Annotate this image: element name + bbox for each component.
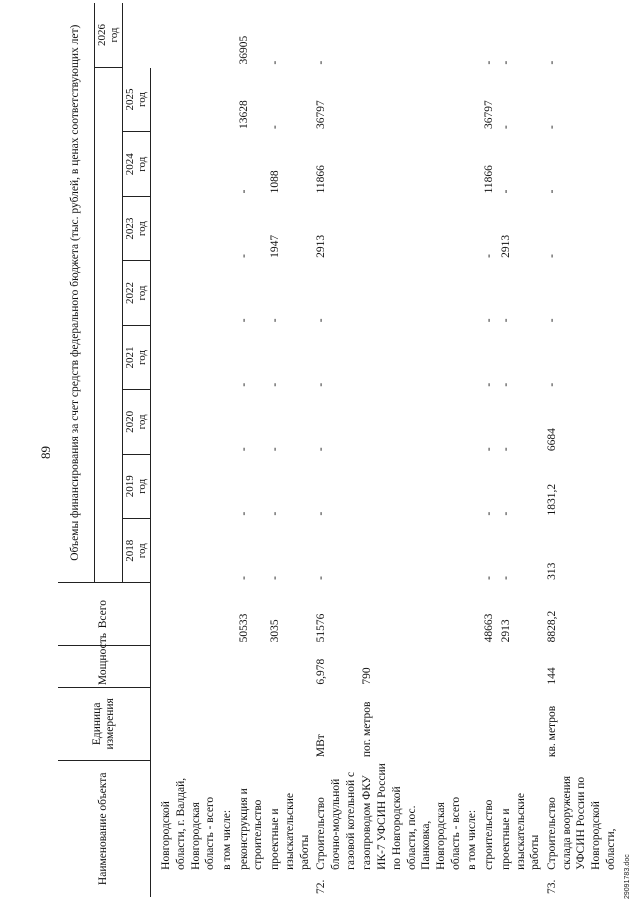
capacity-cell [219, 645, 236, 687]
unit-cell [267, 688, 313, 760]
header-year-2022 [122, 261, 150, 325]
unit-cell: пог. метров [361, 701, 374, 758]
header-row-1 [58, 3, 94, 897]
row-number [219, 873, 236, 897]
header-year-2026 [94, 3, 122, 68]
year-value-2021: - [237, 382, 250, 387]
table-row [498, 3, 544, 897]
year-value-2019: - [483, 511, 496, 516]
year-value-2024 [464, 132, 481, 196]
header-year-2018 [122, 519, 150, 583]
year-label: 2023 [123, 217, 136, 240]
total-cell: 2913 [499, 619, 512, 643]
row-number: 73. [546, 879, 559, 894]
funding-table [58, 3, 620, 897]
year-value-2025: - [269, 125, 282, 129]
year-value-2025 [151, 68, 219, 132]
year-value-2018 [219, 519, 236, 583]
year-value-2020 [219, 390, 236, 454]
object-name: в том числе: [466, 809, 479, 870]
year-value-2024: - [499, 189, 512, 194]
year-value-2025: - [546, 125, 559, 129]
year-suffix: год [136, 92, 149, 108]
row-number [236, 873, 267, 897]
year-value-2020: 6684 [546, 428, 559, 452]
header-year-2025 [122, 68, 150, 132]
table-row [359, 3, 464, 897]
year-value-2021 [359, 325, 464, 389]
page-number: 89 [38, 446, 53, 459]
unit-cell [498, 688, 544, 760]
object-name: реконструкция и строительство [237, 788, 265, 870]
year-value-2021: - [269, 382, 282, 387]
year-value-2019: - [269, 511, 282, 516]
year-value-2018: - [315, 576, 328, 580]
year-value-2023: - [546, 253, 559, 258]
unit-cell: кв. метров [546, 705, 559, 758]
header-spacer [94, 68, 122, 583]
year-value-2019: - [315, 511, 328, 516]
year-value-2021 [464, 325, 481, 389]
year-value-2021: - [315, 382, 328, 387]
object-name: газопроводом ФКУ ИК-7 УФСИН России по Новгородской области, пос. Панковка, Новгородская область - всего [361, 763, 462, 870]
year-value-2023 [359, 196, 464, 260]
year-value-2022: - [499, 318, 512, 323]
capacity-cell [481, 645, 498, 687]
year-value-2026: 36905 [237, 35, 250, 65]
year-value-2018: 313 [546, 562, 559, 580]
year-value-2019 [151, 454, 219, 518]
capacity-cell [267, 645, 313, 687]
year-value-2025 [464, 68, 481, 132]
year-value-2023: 2913 [315, 234, 328, 258]
year-value-2025 [219, 68, 236, 132]
year-value-2022: - [546, 318, 559, 323]
total-cell [464, 583, 481, 645]
year-value-2018: - [269, 576, 282, 580]
year-label: 2019 [123, 475, 136, 498]
header-funding: Объемы финансирования за счет средств федерального бюджета (тыс. рублей, в ценах соответствующих лет) [58, 3, 94, 583]
header-year-2024 [122, 132, 150, 196]
year-suffix: год [136, 221, 149, 237]
year-value-2022: - [483, 318, 496, 323]
file-footer: 2909178З.doc [624, 854, 631, 899]
year-value-2026: - [499, 60, 512, 65]
unit-cell [481, 688, 498, 760]
year-label: 2025 [123, 88, 136, 111]
year-value-2022: - [315, 318, 328, 323]
year-value-2026: - [315, 60, 328, 65]
year-value-2020: - [315, 447, 328, 452]
year-value-2020: - [483, 447, 496, 452]
capacity-cell: 144 [546, 667, 559, 685]
year-value-2018: - [237, 576, 250, 580]
year-value-2025: 13628 [237, 100, 250, 129]
unit-cell [236, 688, 267, 760]
total-cell [359, 583, 464, 645]
year-suffix: год [136, 414, 149, 430]
year-suffix: год [136, 156, 149, 172]
year-value-2018 [359, 519, 464, 583]
year-value-2024 [151, 132, 219, 196]
year-value-2021: - [499, 382, 512, 387]
year-suffix: год [108, 27, 121, 43]
year-value-2022 [464, 261, 481, 325]
total-cell: 8828,2 [546, 610, 559, 643]
year-value-2026: - [483, 60, 496, 65]
year-value-2021: - [483, 382, 496, 387]
year-value-2023: 2913 [499, 234, 512, 258]
table-body [151, 3, 620, 897]
year-value-2019 [359, 454, 464, 518]
unit-cell [464, 688, 481, 760]
header-unit: Единица измерения [58, 688, 151, 760]
object-name: Строительство блочно-модульной газовой котельной с [315, 771, 357, 870]
year-suffix: год [136, 478, 149, 494]
total-cell: 50533 [237, 613, 250, 643]
table-row [219, 3, 236, 897]
object-name: Строительство склада вооружения УФСИН России по Новгородской области, [546, 775, 617, 870]
row-number [267, 873, 313, 897]
object-name: проектные и изыскательские работы [499, 793, 542, 870]
unit-cell: МВт [315, 734, 328, 758]
header-year-2019 [122, 454, 150, 518]
year-suffix: год [136, 543, 149, 559]
year-value-2019 [464, 454, 481, 518]
year-value-2023: - [483, 253, 496, 258]
year-value-2026 [359, 3, 464, 68]
year-value-2025: 36797 [483, 100, 496, 129]
table-row [313, 3, 359, 897]
year-value-2024: - [546, 189, 559, 194]
table-row [236, 3, 267, 897]
year-value-2024 [219, 132, 236, 196]
year-value-2024 [359, 132, 464, 196]
year-value-2025: 36797 [315, 100, 328, 129]
year-value-2024: 1088 [269, 170, 282, 194]
header-total: Всего [58, 583, 151, 645]
object-name: в том числе: [220, 809, 233, 870]
header-year-2023 [122, 196, 150, 260]
year-value-2020: - [499, 447, 512, 452]
total-cell: 48663 [483, 613, 496, 643]
object-name: проектные и изыскательские работы [269, 793, 311, 870]
year-value-2026 [464, 3, 481, 68]
year-value-2018 [151, 519, 219, 583]
table-row [464, 3, 481, 897]
row-number: 72. [315, 879, 328, 894]
year-suffix: год [136, 349, 149, 365]
year-value-2023: - [237, 253, 250, 258]
capacity-cell: 790 [361, 667, 374, 685]
header-year-2020 [122, 390, 150, 454]
total-cell: 3035 [269, 619, 282, 643]
year-label: 2018 [123, 539, 136, 562]
object-name: строительство [483, 799, 496, 870]
year-value-2019: 1831,2 [546, 483, 559, 516]
year-label: 2020 [123, 410, 136, 433]
year-value-2020 [151, 390, 219, 454]
row-number [151, 873, 219, 897]
year-value-2021 [219, 325, 236, 389]
year-value-2024: 11866 [315, 165, 328, 194]
header-name: Наименование объекта [58, 760, 151, 897]
table-row [544, 3, 620, 897]
row-number [498, 873, 544, 897]
year-value-2022 [151, 261, 219, 325]
year-value-2022 [219, 261, 236, 325]
year-value-2018 [464, 519, 481, 583]
year-value-2018: - [483, 576, 496, 580]
year-suffix: год [136, 285, 149, 301]
year-value-2019: - [499, 511, 512, 516]
year-value-2023 [464, 196, 481, 260]
year-value-2020: - [237, 447, 250, 452]
row-number [359, 873, 464, 897]
total-cell: 51576 [315, 613, 328, 643]
year-value-2022 [359, 261, 464, 325]
header-capacity: Мощность [58, 645, 151, 687]
capacity-cell [236, 645, 267, 687]
table-row [151, 3, 219, 897]
year-value-2020 [464, 390, 481, 454]
capacity-cell [498, 645, 544, 687]
year-value-2025 [359, 68, 464, 132]
year-value-2022: - [237, 318, 250, 323]
table-row [481, 3, 498, 897]
year-label: 2026 [95, 24, 108, 47]
capacity-cell: 6,978 [315, 658, 328, 685]
year-value-2026 [219, 3, 236, 68]
year-value-2023: 1947 [269, 234, 282, 258]
year-value-2023 [219, 196, 236, 260]
year-value-2018: - [499, 576, 512, 580]
year-value-2021 [151, 325, 219, 389]
year-label: 2022 [123, 282, 136, 305]
object-name: Новгородской области, г. Валдай, Новгородская область - всего [160, 777, 217, 870]
table-row [267, 3, 313, 897]
year-value-2024: 11866 [483, 165, 496, 194]
year-value-2021: - [546, 382, 559, 387]
year-value-2022: - [269, 318, 282, 323]
year-value-2020: - [269, 447, 282, 452]
year-value-2020 [359, 390, 464, 454]
year-value-2025: - [499, 125, 512, 129]
row-number [464, 873, 481, 897]
year-value-2026: - [269, 60, 282, 65]
year-label: 2021 [123, 346, 136, 369]
year-value-2019 [219, 454, 236, 518]
year-value-2023 [151, 196, 219, 260]
year-value-2026 [151, 3, 219, 68]
year-value-2026: - [546, 60, 559, 65]
year-value-2024: - [237, 189, 250, 194]
year-label: 2024 [123, 153, 136, 176]
year-value-2019: - [237, 511, 250, 516]
total-cell [219, 583, 236, 645]
row-number [481, 873, 498, 897]
capacity-cell [464, 645, 481, 687]
header-year-2021 [122, 325, 150, 389]
capacity-cell [151, 645, 219, 687]
total-cell [151, 583, 219, 645]
unit-cell [151, 688, 219, 760]
unit-cell [219, 688, 236, 760]
